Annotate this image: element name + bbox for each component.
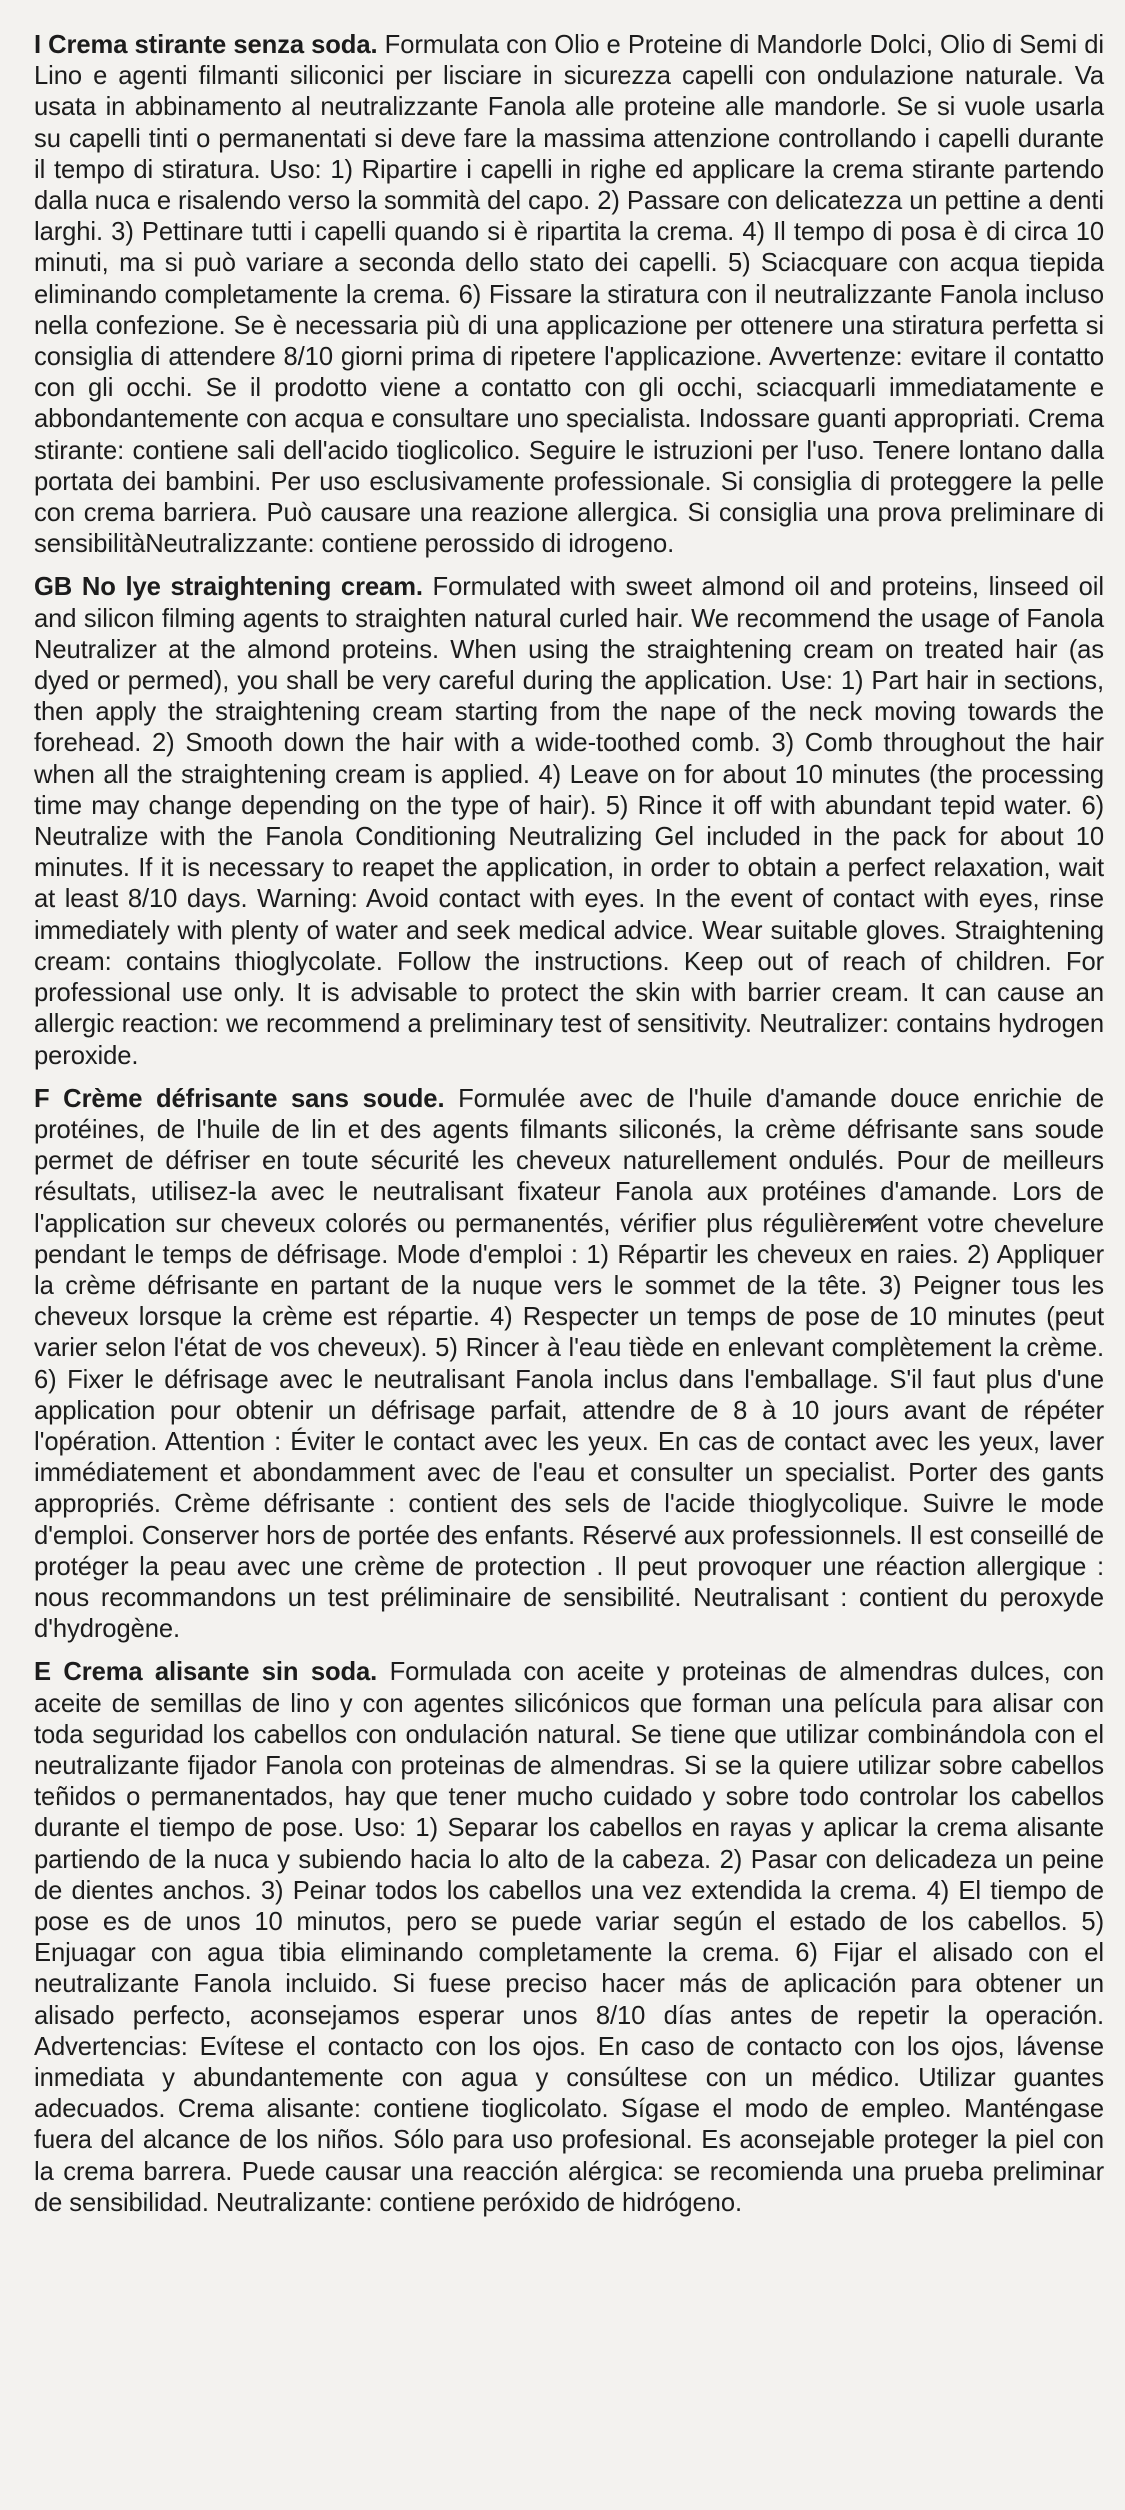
section-italian xyxy=(34,30,1104,560)
pen-tick-mark xyxy=(866,1212,888,1230)
section-english-heading: GB No lye straightening cream. xyxy=(34,573,423,602)
section-english-body: Formulated with sweet almond oil and proteins, linseed oil and silicon filming agents to straighten natural curled hair. We recommend the usage of Fanola Neutralizer at the almond proteins. When using the straightening cream on treated hair (as dyed or permed), you shall be very careful during the application. Use: 1) Part hair in sections, then apply the straightening cream starting from the nape of the neck moving towards the forehead. 2) Smooth down the hair with a wide-toothed comb. 3) Comb throughout the hair when all the straightening cream is applied. 4) Leave on for about 10 minutes (the processing time may change depending on the type of hair). 5) Rince it off with abundant tepid water. 6) Neutralize with the Fanola Conditioning Neutralizing Gel included in the pack for about 10 minutes. If it is necessary to reapet the application, in order to obtain a perfect relaxation, wait at least 8/10 days. Warning: Avoid contact with eyes. In the event of contact with eyes, rinse immediately with plenty of water and seek medical advice. Wear suitable gloves. Straightening cream: contains thioglycolate. Follow the instructions. Keep out of reach of children. For professional use only. It is advisable to protect the skin with barrier cream. It can cause an allergic reaction: we recommend a preliminary test of sensitivity. Neutralizer: contains hydrogen peroxide. xyxy=(34,573,1104,1070)
section-spanish xyxy=(34,1657,1104,2219)
section-italian-body: Formulata con Olio e Proteine di Mandorle Dolci, Olio di Semi di Lino e agenti filmanti siliconici per lisciare in sicurezza capelli con ondulazione naturale. Va usata in abbinamento al neutralizzante Fanola alle proteine alle mandorle. Se si vuole usarla su capelli tinti o permanentati si deve fare la massima attenzione controllando i capelli durante il tempo di stiratura. Uso: 1) Ripartire i capelli in righe ed applicare la crema stirante partendo dalla nuca e risalendo verso la sommità del capo. 2) Passare con delicatezza un pettine a denti larghi. 3) Pettinare tutti i capelli quando si è ripartita la crema. 4) Il tempo di posa è di circa 10 minuti, ma si può variare a seconda dello stato dei capelli. 5) Sciacquare con acqua tiepida eliminando completamente la crema. 6) Fissare la stiratura con il neutralizzante Fanola incluso nella confezione. Se è necessaria più di una applicazione per ottenere una stiratura perfetta si consiglia di attendere 8/10 giorni prima di ripetere l'applicazione. Avvertenze: evitare il contatto con gli occhi. Se il prodotto viene a contatto con gli occhi, sciacquarli immediatamente e abbondantemente con acqua e consultare uno specialista. Indossare guanti appropriati. Crema stirante: contiene sali dell'acido tioglicolico. Seguire le istruzioni per l'uso. Tenere lontano dalla portata dei bambini. Per uso esclusivamente professionale. Si consiglia di proteggere la pelle con crema barriera. Può causare una reazione allergica. Si consiglia una prova preliminare di sensibilitàNeutralizzante: contiene perossido di idrogeno. xyxy=(34,31,1105,559)
section-french xyxy=(34,1084,1104,1646)
section-french-body: Formulée avec de l'huile d'amande douce enrichie de protéines, de l'huile de lin et des agents filmants siliconés, la crème défrisante sans soude permet de défriser en toute sécurité les cheveux naturellement ondulés. Pour de meilleurs résultats, utilisez-la avec le neutralisant fixateur Fanola aux protéines d'amande. Lors de l'application sur cheveux colorés ou permanentés, vérifier plus régulièrement votre chevelure pendant le temps de défrisage. Mode d'emploi : 1) Répartir les cheveux en raies. 2) Appliquer la crème défrisante en partant de la nuque vers le sommet de la tête. 3) Peigner tous les cheveux lorsque la crème est répartie. 4) Respecter un temps de pose de 10 minutes (peut varier selon l'état de vos cheveux). 5) Rincer à l'eau tiède en enlevant complètement la crème. 6) Fixer le défrisage avec le neutralisant Fanola inclus dans l'emballage. S'il faut plus d'une application pour obtenir un défrisage parfait, attendre de 8 à 10 jours avant de répéter l'opération. Attention : Éviter le contact avec les yeux. En cas de contact avec les yeux, laver immédiatement et abondamment avec de l'eau et consulter un specialist. Porter des gants appropriés. Crème défrisante : contient des sels de l'acide thioglycolique. Suivre le mode d'emploi. Conserver hors de portée des enfants. Réservé aux professionnels. Il est conseillé de protéger la peau avec une crème de protection . Il peut provoquer une réaction allergique : nous recommandons un test préliminaire de sensibilité. Neutralisant : contient du peroxyde d'hydrogène. xyxy=(34,1084,1104,1644)
section-italian-heading: I Crema stirante senza soda. xyxy=(34,31,378,59)
section-spanish-body: Formulada con aceite y proteinas de almendras dulces, con aceite de semillas de lino y con agentes silicónicos que forman una película para alisar con toda seguridad los cabellos con ondulación natural. Se tiene que utilizar combinándola con el neutralizante fijador Fanola con proteinas de almendras. Si se la quiere utilizar sobre cabellos teñidos o permanentados, hay que tener mucho cuidado y sobre todo controlar los cabellos durante el tiempo de pose. Uso: 1) Separar los cabellos en rayas y aplicar la crema alisante partiendo de la nuca y subiendo hacia lo alto de la cabeza. 2) Pasar con delicadeza un peine de dientes anchos. 3) Peinar todos los cabellos una vez extendida la crema. 4) El tiempo de pose es de unos 10 minutos, pero se puede variar según el estado de los cabellos. 5) Enjuagar con agua tibia eliminando completamente la crema. 6) Fijar el alisado con el neutralizante Fanola incluido. Si fuese preciso hacer más de aplicación para obtener un alisado perfecto, aconsejamos esperar unos 8/10 días antes de repetir la operación. Advertencias: Evítese el contacto con los ojos. En caso de contacto con los ojos, lávense inmediata y abundantemente con agua y consúltese con un médico. Utilizar guantes adecuados. Crema alisante: contiene tioglicolato. Sígase el modo de empleo. Manténgase fuera del alcance de los niños. Sólo para uso profesional. Es aconsejable proteger la piel con la crema barrera. Puede causar una reacción alérgica: se recomienda una prueba preliminar de sensibilidad. Neutralizante: contiene peróxido de hidrógeno. xyxy=(34,1658,1104,2217)
section-spanish-heading: E Crema alisante sin soda. xyxy=(34,1658,378,1687)
section-english xyxy=(34,572,1104,1071)
section-french-heading: F Crème défrisante sans soude. xyxy=(34,1084,445,1113)
leaflet-text xyxy=(34,30,1104,2219)
